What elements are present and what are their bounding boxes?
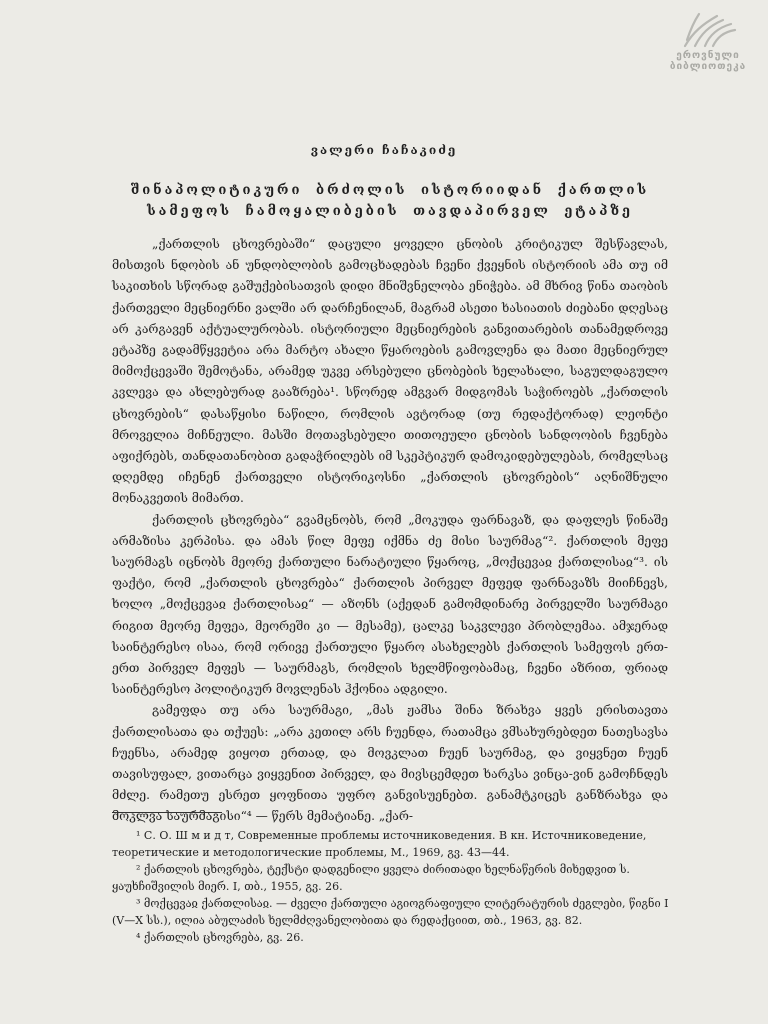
footnote-1: ¹ С. О. Ш м и д т, Современные проблемы источниковедения. В кн. Источниковедение, теоретические и методологические проблемы, М., 1969, გვ. 43—44. [112,829,647,859]
footnote-3: ³ მოქცევაჲ ქართლისაჲ. — ძველი ქართული აგიოგრაფიული ლიტერატურის ძეგლები, წიგნი I (V—X სს.), ილია აბულაძის ხელმძღვანელობითა და რედაქციით, თბ., 1963, გვ. 82. [112,897,669,927]
footnotes [112,827,672,946]
footnote-4: ⁴ ქართლის ცხოვრება, გვ. 26. [136,931,304,944]
article-title: შინაპოლიტიკური ბრძოლის ისტორიიდან ქართლის სამეფოს ჩამოყალიბების თავდაპირველ ეტაპზე [130,183,650,219]
logo-text-line1: ეროვნული [676,50,740,61]
body-paragraph-2: ქართლის ცხოვრება“ გვამცნობს, რომ „მოკუდა ფარნავაზ, და დაფლეს წინაშე არმაზისა კერპისა. და ამას წილ მეფე იქმნა ძე მისი საურმაგ“². ქართლის მეფე საურმაგს იცნობს მეორე ქართული ნარატიული წყაროც, „მოქცევაჲ ქართლისაჲ“³. ის ფაქტი, რომ „ქართლის ცხოვრება“ ქართლის პირველ მეფედ ფარნავაზს მიიჩნევს, ხოლო „მოქცევაჲ ქართლისაჲ“ — აზონს (აქედან გამომდინარე პირველში საურმაგი რიგით მეორე მეფეა, მეორეში კი — მესამე), ცალკე საკვლევი პრობლემაა. ამჯერად საინტერესო ისაა, რომ ორივე ქართული წყარო ასახელებს ქართლის სამეფოს ერთ-ერთ პირველ მეფეს — საურმაგს, რომლის ხელმწიფობამაც, ჩვენი აზრით, ფრიად საინტერესო პოლიტიკურ მოვლენას ჰქონია ადგილი. [112,512,668,697]
logo-text-line2: ბიბლიოთეკა [669,61,747,72]
body-paragraph-1: „ქართლის ცხოვრებაში“ დაცული ყოველი ცნობის კრიტიკულ შესწავლას, მისთვის ნდობის ან უნდობლობის გამოცხადებას ჩვენი ქვეყნის ისტორიის ამა თუ იმ საკითხის სწორად გაშუქებისათვის დიდი მნიშვნელობა ენიჭება. ამ მხრივ წინა თაობის ქართველი მეცნიერნი ვალში არ დარჩენილან, მაგრამ ასეთი ხასიათის ძიებანი დღესაც არ კარგავენ აქტუალურობას. ისტორიული მეცნიერების განვითარების თანამედროვე ეტაპზე გადამწყვეტია არა მარტო ახალი წყაროების გამოვლენა და მათი მეცნიერულ მიმოქცევაში შემოტანა, არამედ უკვე არსებული ცნობების ხელახალი, საგულდაგულო კვლევა და ახლებურად გააზრება¹. სწორედ ამგვარ მიდგომას საჭიროებს „ქართლის ცხოვრების“ დასაწყისი ნაწილი, რომლის ავტორად (თუ რედაქტორად) ლეონტი მროველია მიჩნეული. მასში მოთავსებული თითოეული ცნობის სანდოობის ჩვენება აფიქრებს, თანდათანობით გადაჭრილებს იმ სკეპტიკურ დამოკიდებულებას, რომელსაც დღემდე იჩენენ ქართველი ისტორიკოსნი „ქართლის ცხოვრების“ აღნიშნული მონაკვეთის მიმართ. [112,237,668,506]
article-author: ვალერი ჩაჩაკიძე [310,143,458,157]
footnote-divider [112,812,222,813]
body-paragraph-3: გამეფდა თუ არა საურმაგი, „მას ჟამსა შინა ზრახვა ყვეს ერისთავთა ქართლისათა და თქუეს: „არა კეთილ არს ჩუენდა, რათამცა ვმსახურებდეთ ნათესავსა ჩუენსა, არამედ ვიყოთ ერთად, და მოვკლათ ჩუენ საურმაგ, და ვიყვნეთ ჩუენ თავისუფალ, ვითარცა ვიყვენით პირველ, და მივსცემდეთ ხარკსა ვინცა-ვინ გამოჩნდეს მძლე. რამეთუ ესრეთ ყოფნითა უფრო განვისუენებთ. განამტკიცეს განზრახვა და მოკლვა საურმაგისი“⁴ — წერს მემატიანე. „ქარ- [112,703,668,824]
footnote-2: ² ქართლის ცხოვრება, ტექსტი დადგენილი ყველა ძირითადი ხელნაწერის მიხედვით ს. ყაუხჩიშვილის მიერ. I, თბ., 1955, გვ. 26. [112,863,630,893]
library-emblem-icon [673,10,743,50]
library-logo [663,10,753,80]
article-body [112,234,668,828]
